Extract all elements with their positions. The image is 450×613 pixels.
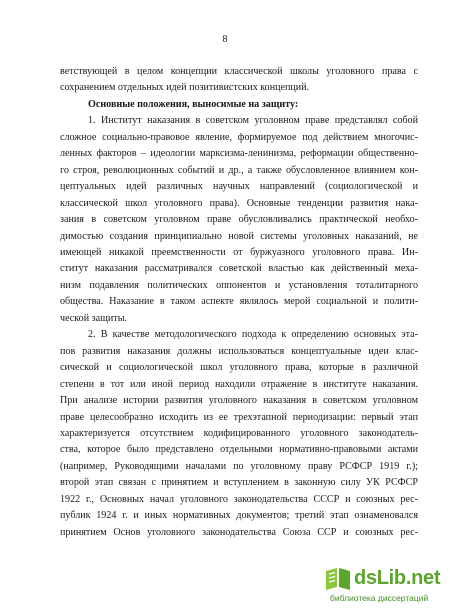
text-line: принятием Основ уголовного законодательства Союза ССР и союзных рес-: [60, 526, 418, 538]
text-line: имеющей никакой преемственности от буржуазного уголовного права. Ин-: [60, 246, 418, 258]
text-line: При анализе истории развития уголовного наказания в советском уголовном: [60, 395, 418, 407]
text-line: ститут наказания рассматривался советской властью как действенный меха-: [60, 263, 418, 275]
text-line: ческой защиты.: [60, 312, 128, 324]
book-icon: [322, 565, 354, 593]
text-line: 1. Институт наказания в советском уголовном праве представлял собой: [88, 115, 418, 127]
text-line: 2. В качестве методологического подхода к определению основных эта-: [88, 329, 418, 341]
section-heading: Основные положения, выносимые на защиту:: [88, 98, 299, 110]
text-line: сложное социально-правовое явление, формируемое под действием многочис-: [60, 131, 418, 143]
text-line: публик 1924 г. и иных нормативных документов; третий этап ознаменовался: [60, 510, 418, 522]
watermark-brand: dsLib.net: [354, 567, 441, 589]
text-line: го строя, революционных событий и др., а также обусловленное влиянием кон-: [60, 164, 418, 176]
text-line: второй этап связан с принятием и вступлением в законную силу УК РСФСР: [60, 477, 418, 489]
text-line: зания в советском уголовном праве обусловливались практической необхо-: [60, 214, 418, 226]
text-line: праве целесообразно исходить из ее трехэтапной периодизации: первый этап: [60, 411, 418, 423]
text-line: низм подавления политических оппонентов и установления тоталитарного: [60, 279, 418, 291]
text-line: цептуальных идей различных научных направлений (социологической и: [60, 181, 418, 193]
text-line: степени в тот или иной период находили отражение в институте наказания.: [60, 378, 418, 390]
text-line: (например, Руководящими началами по уголовному праву РСФСР 1919 г.);: [60, 460, 418, 472]
text-line: сохранением отдельных идей позитивистских концепций.: [60, 82, 310, 94]
dslib-watermark: [320, 565, 440, 605]
watermark-caption: библиотека диссертаций: [330, 593, 429, 603]
text-line: ветствующей в целом концепции классической школы уголовного права с: [60, 66, 418, 77]
text-line: ства, которое было представлено отдельными нормативно-правовыми актами: [60, 444, 418, 456]
text-line: классической школ уголовного права). Основные тенденции развития нака-: [60, 197, 418, 209]
text-line: общества. Наказание в таком аспекте являлось мерой социальной и полити-: [60, 296, 418, 308]
text-line: ленных факторов – идеологии марксизма-ленинизма, реформации общественно-: [60, 148, 418, 160]
text-line: характеризуется отсутствием кодифицированного уголовного законодатель-: [60, 427, 418, 439]
text-line: пов развития наказания должны использоваться концептуальные идеи клас-: [60, 345, 418, 357]
text-line: 1922 г., Основных начал уголовного законодательства СССР и союзных рес-: [60, 493, 418, 505]
text-line: сической и социологической школ уголовного права, которые в различной: [60, 362, 418, 374]
page-number: 8: [222, 34, 228, 45]
text-line: димостью создания принципиально новой системы уголовных наказаний, не: [60, 230, 418, 242]
document-body: [60, 64, 418, 541]
